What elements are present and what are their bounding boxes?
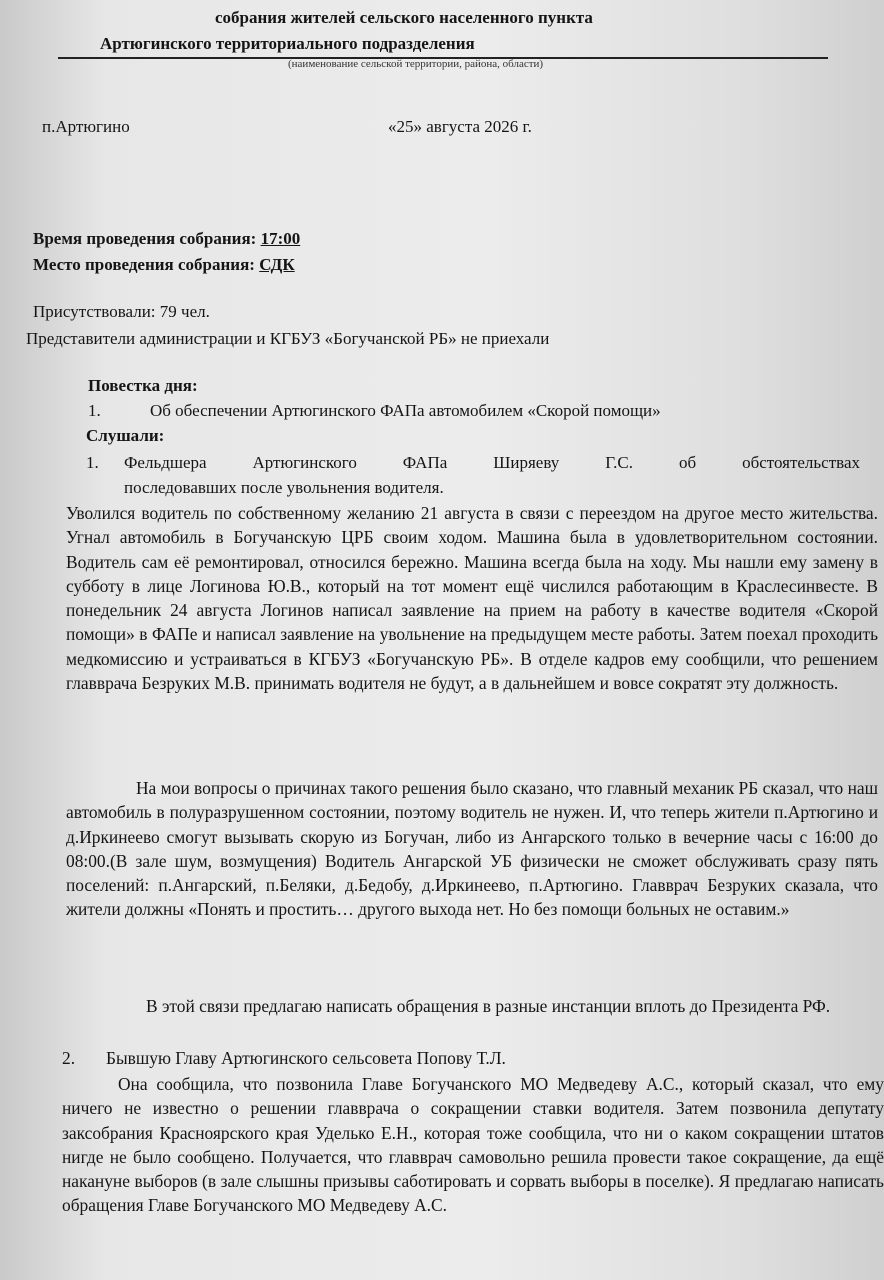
meeting-place-label: Место проведения собрания: [33,255,255,274]
speech-paragraph-4: Она сообщила, что позвонила Главе Богучанского МО Медведеву А.С., который сказал, что ему ничего не известно о решении главврача о сокращении ставки водителя. Затем позвонила депутату заксобрания Красноярского края Уделько Е.Н., которая тоже сообщила, что ни о каком сокращении штатов нигде не было сообщено. Получается, что главврач самовольно решила провести такое сокращение, да ещё накануне выборов (в зале слышны призывы саботировать и сорвать выборы в поселке). Я предлагаю написать обращения Главе Богучанского МО Медведеву А.С. [62,1074,884,1216]
speech-paragraph-2: На мои вопросы о причинах такого решения было сказано, что главный механик РБ сказал, что наш автомобиль в полуразрушенном состоянии, поэтому водитель не нужен. И, что теперь жители п.Артюгино и д.Иркинеево смогут вызывать скорую из Богучан, либо из Ангарского только в вечерние часы с 16:00 до 08:00.(В зале шум, возмущения) Водитель Ангарской УБ физически не сможет обслуживать сразу пять поселений: п.Ангарский, п.Беляки, д.Бедобу, д.Иркинеево, п.Артюгино. Главврач Безруких сказала, что жители должны «Понять и простить… другого выхода нет. Но без помощи больных не оставим.» [66,778,878,920]
meeting-date: «25» августа 2026 г. [388,117,532,136]
agenda-heading: Повестка дня: [88,376,198,395]
meeting-location: п.Артюгино [42,117,130,136]
agenda-item-number: 1. [88,401,101,420]
meeting-time-value: 17:00 [260,229,301,248]
meeting-place-value: СДК [259,255,295,274]
listened-item-1-line-2: последовавших после увольнения водителя. [124,478,444,497]
header-line-2: Артюгинского территориального подразделения [100,34,475,53]
attendance: Присутствовали: 79 чел. [33,302,210,321]
listened-item-1-line-1: Фельдшера Артюгинского ФАПа Ширяеву Г.С. об обстоятельствах [124,453,860,472]
representatives-note: Представители администрации и КГБУЗ «Богучанской РБ» не приехали [26,329,550,348]
agenda-item-text: Об обеспечении Артюгинского ФАПа автомобилем «Скорой помощи» [150,401,661,420]
header-line-1: собрания жителей сельского населенного пункта [215,8,593,27]
meeting-place-row [33,255,295,275]
speech-paragraph-1: Уволился водитель по собственному желанию 21 августа в связи с переездом на другое место жительства. Угнал автомобиль в Богучанскую ЦРБ своим ходом. Машина была в удовлетворительном состоянии. Водитель сам её ремонтировал, относился бережно. Машина всегда была на ходу. Мы нашли ему замену в субботу в лице Логинова Ю.В., который на тот момент ещё числился работающим в Краслесинвесте. В понедельник 24 августа Логинов написал заявление на прием на работу в качестве водителя «Скорой помощи» в ФАПе и написал заявление на увольнение на предыдущем месте работы. Затем поехал проходить медкомиссию и устраиваться в КГБУЗ «Богучанскую РБ». В отделе кадров ему сообщили, что решением главврача Безруких М.В. принимать водителя не будут, а в дальнейшем и вовсе сократят эту должность. [66,503,878,694]
listened-item-2-number: 2. [62,1048,76,1068]
listened-item-2-text: Бывшую Главу Артюгинского сельсовета Попову Т.Л. [106,1048,506,1068]
listened-heading: Слушали: [86,426,165,445]
speech-paragraph-3: В этой связи предлагаю написать обращения в разные инстанции вплоть до Президента РФ. [146,996,831,1016]
listened-item-1-number: 1. [86,453,99,472]
header-caption: (наименование сельской территории, района, области) [288,58,544,70]
meeting-time-label: Время проведения собрания: [33,229,257,248]
meeting-time-row [33,229,300,249]
